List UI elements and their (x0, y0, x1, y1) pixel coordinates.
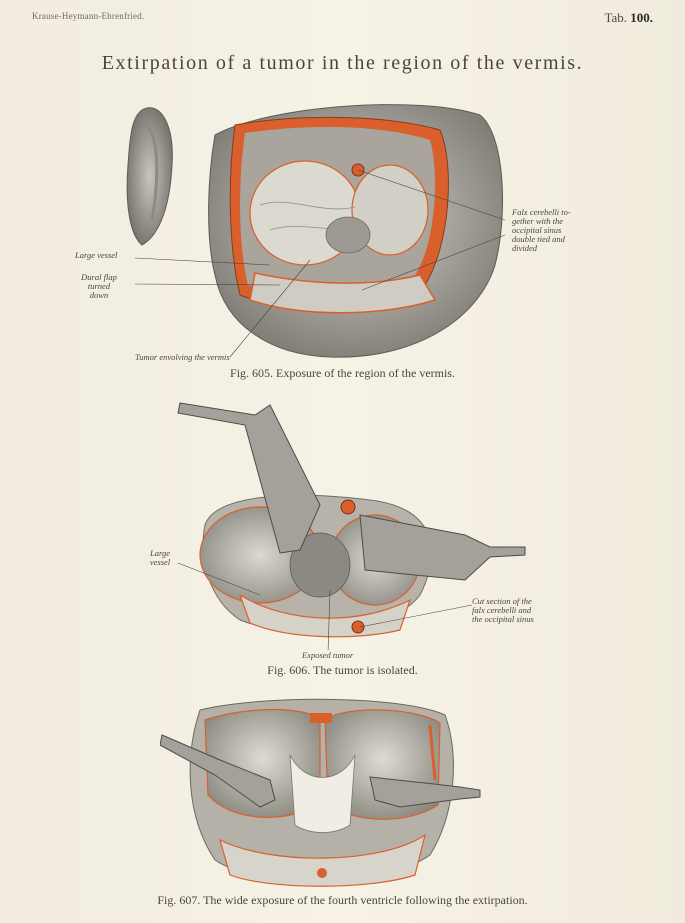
figure-606-caption: Fig. 606. The tumor is isolated. (267, 663, 418, 677)
plate-number (604, 10, 653, 26)
label-large-vessel-606: Large vessel (149, 548, 171, 567)
author-header: Krause-Heymann-Ehrenfried. (32, 11, 145, 21)
label-large-vessel: Large vessel (75, 250, 118, 260)
plate-title: Extirpation of a tumor in the region of the vermis. (101, 52, 584, 74)
label-dural-flap: Dural flap turned down (81, 272, 117, 300)
tab-number: 100. (630, 10, 653, 25)
figure-605-caption: Fig. 605. Exposure of the region of the vermis. (230, 366, 455, 380)
label-tumor-vermis: Tumor envolving the vermis (135, 352, 230, 362)
figure-605-illustration (120, 95, 510, 365)
tab-prefix: Tab. (604, 10, 627, 25)
label-falx-cerebelli: Falx cerebelli to- gether with the occipital sinus double tied and divided (512, 207, 571, 253)
label-exposed-tumor: Exposed tumor (302, 650, 354, 660)
figure-607-illustration (160, 695, 490, 890)
label-cut-section: Cut section of the falx cerebelli and the occipital sinus (472, 596, 534, 624)
figure-607-caption: Fig. 607. The wide exposure of the fourth ventricle following the extirpation. (157, 893, 528, 907)
